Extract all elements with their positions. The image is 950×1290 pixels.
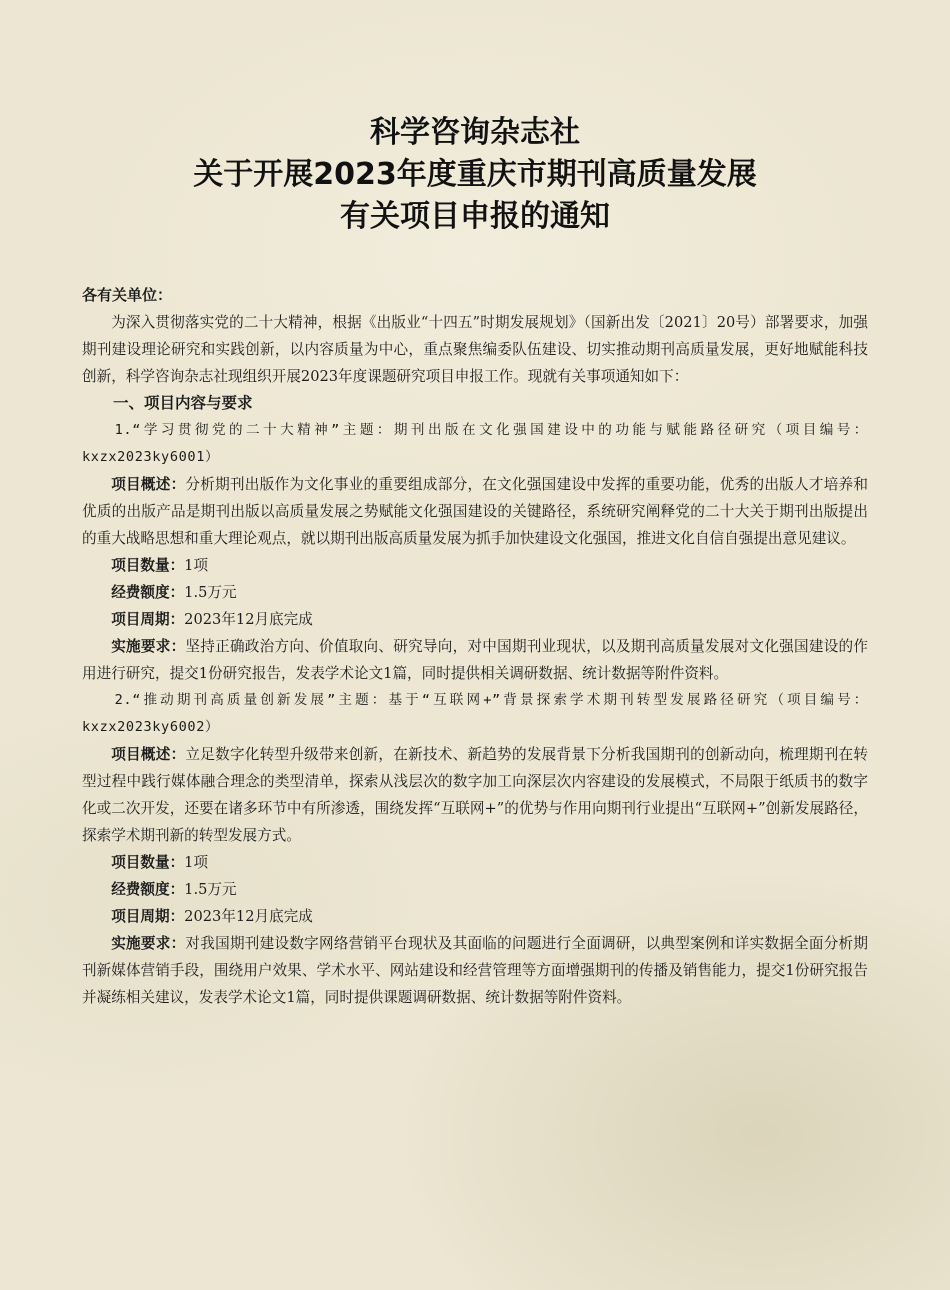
overview-text: 立足数字化转型升级带来创新，在新技术、新趋势的发展背景下分析我国期刊的创新动向，梳理期刊在转型过程中践行媒体融合理念的类型清单，探索从浅层次的数字加工向深层次内容建设的发展模式，不局限于纸质书的数字化或二次开发，还要在诸多环节中有所渗透，围绕发挥“互联网+”的优势与作用向期刊行业提出“互联网+”创新发展路径，探索学术期刊新的转型发展方式。	[82, 746, 868, 844]
project-2-requirement	[82, 930, 868, 1011]
title-line-3: 有关项目申报的通知	[340, 199, 610, 234]
funding-value: 1.5万元	[184, 584, 237, 601]
funding-label: 经费额度：	[111, 881, 185, 898]
funding-label: 经费额度：	[111, 584, 185, 601]
quantity-label: 项目数量：	[111, 854, 185, 871]
period-label: 项目周期：	[111, 908, 185, 925]
requirement-text: 对我国期刊建设数字网络营销平台现状及其面临的问题进行全面调研，以典型案例和详实数据全面分析期刊新媒体营销手段，围绕用户效果、学术水平、网站建设和经营管理等方面增强期刊的传播及销售能力，提交1份研究报告并凝练相关建议，发表学术论文1篇，同时提供课题调研数据、统计数据等附件资料。	[82, 935, 868, 1006]
requirement-label: 实施要求：	[111, 935, 186, 952]
notice-page	[82, 0, 868, 1011]
intro-paragraph: 为深入贯彻落实党的二十大精神，根据《出版业“十四五”时期发展规划》（国新出发〔2021〕20号）部署要求，加强期刊建设理论研究和实践创新，以内容质量为中心，重点聚焦编委队伍建设、切实推动期刊高质量发展，更好地赋能科技创新，科学咨询杂志社现组织开展2023年度课题研究项目申报工作。现就有关事项通知如下：	[82, 314, 868, 385]
period-value: 2023年12月底完成	[184, 611, 313, 628]
quantity-value: 1项	[184, 557, 209, 574]
section-heading: 一、项目内容与要求	[113, 394, 253, 412]
period-label: 项目周期：	[111, 611, 185, 628]
overview-text: 分析期刊出版作为文化事业的重要组成部分，在文化强国建设中发挥的重要功能，优秀的出版人才培养和优质的出版产品是期刊出版以高质量发展之势赋能文化强国建设的关键路径，系统研究阐释党的二十大关于期刊出版提出的重大战略思想和重大理论观点，就以期刊出版高质量发展为抓手加快建设文化强国，推进文化自信自强提出意见建议。	[82, 476, 868, 547]
salutation: 各有关单位：	[82, 286, 173, 304]
quantity-value: 1项	[184, 854, 209, 871]
quantity-label: 项目数量：	[111, 557, 185, 574]
project-2-overview	[82, 741, 868, 849]
project-2-topic: 2.“推动期刊高质量创新发展”主题：基于“互联网+”背景探索学术期刊转型发展路径研究（项目编号：kxzx2023ky6002）	[82, 692, 868, 735]
project-1-funding	[82, 579, 868, 606]
project-1-quantity	[82, 552, 868, 579]
funding-value: 1.5万元	[184, 881, 237, 898]
requirement-label: 实施要求：	[111, 638, 186, 655]
project-1-requirement	[82, 633, 868, 687]
project-1-overview	[82, 471, 868, 552]
project-1-topic: 1.“学习贯彻党的二十大精神”主题：期刊出版在文化强国建设中的功能与赋能路径研究（项目编号：kxzx2023ky6001）	[82, 422, 868, 465]
project-2-funding	[82, 876, 868, 903]
overview-label: 项目概述：	[111, 476, 186, 493]
title-line-1: 科学咨询杂志社	[370, 115, 580, 150]
notice-body	[82, 282, 868, 1011]
overview-label: 项目概述：	[111, 746, 186, 763]
project-2-period	[82, 903, 868, 930]
title-line-2: 关于开展2023年度重庆市期刊高质量发展	[193, 157, 757, 192]
notice-title	[82, 112, 868, 238]
project-1-period	[82, 606, 868, 633]
period-value: 2023年12月底完成	[184, 908, 313, 925]
project-2-quantity	[82, 849, 868, 876]
requirement-text: 坚持正确政治方向、价值取向、研究导向，对中国期刊业现状，以及期刊高质量发展对文化强国建设的作用进行研究，提交1份研究报告，发表学术论文1篇，同时提供相关调研数据、统计数据等附件资料。	[82, 638, 868, 682]
